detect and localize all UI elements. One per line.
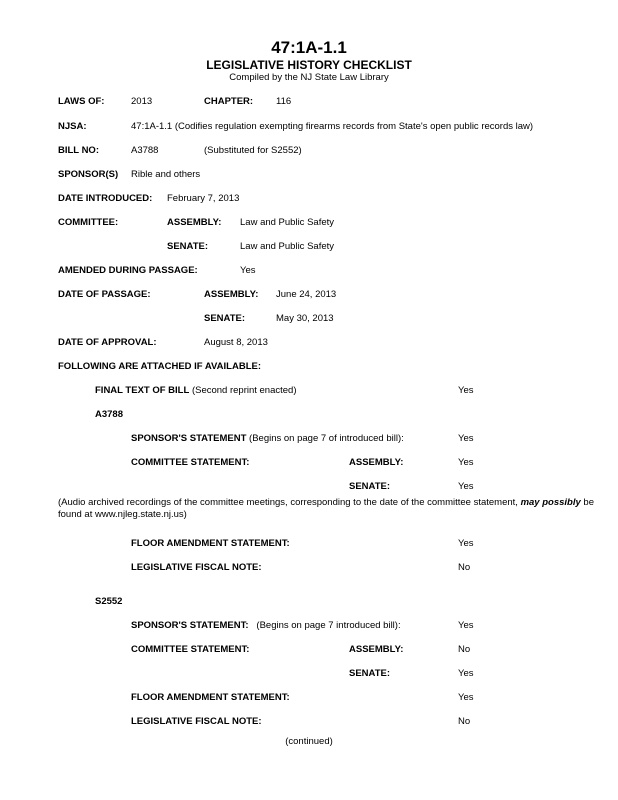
a3788-assembly-value: Yes bbox=[458, 457, 474, 468]
final-text-value: Yes bbox=[458, 385, 474, 396]
s2552-fiscal-value: No bbox=[458, 716, 471, 727]
s2552-sponsor-note: (Begins on page 7 introduced bill): bbox=[256, 620, 401, 631]
a3788-senate-label: SENATE: bbox=[349, 481, 390, 492]
a3788-senate-value: Yes bbox=[458, 481, 474, 492]
audio-note-emphasis: may possibly bbox=[520, 497, 581, 508]
a3788-sponsor-note: (Begins on page 7 of introduced bill): bbox=[249, 433, 404, 444]
s2552-sponsor-value: Yes bbox=[458, 620, 474, 631]
s2552-committee-label: COMMITTEE STATEMENT: bbox=[131, 644, 250, 655]
audio-note-after: be found at www.njleg.state.nj.us) bbox=[58, 497, 594, 520]
passage-assembly-label: ASSEMBLY: bbox=[204, 289, 259, 300]
attached-heading: FOLLOWING ARE ATTACHED IF AVAILABLE: bbox=[58, 361, 261, 372]
laws-of-value: 2013 bbox=[131, 96, 153, 107]
a3788-floor-value: Yes bbox=[458, 538, 474, 549]
a3788-sponsor-value: Yes bbox=[458, 433, 474, 444]
a3788-floor-label: FLOOR AMENDMENT STATEMENT: bbox=[131, 538, 290, 549]
njsa-label: NJSA: bbox=[58, 121, 87, 132]
final-text-label: FINAL TEXT OF BILL bbox=[95, 385, 190, 396]
a3788-sponsor-label: SPONSOR'S STATEMENT bbox=[131, 433, 247, 444]
a3788-fiscal-value: No bbox=[458, 562, 471, 573]
committee-senate-label: SENATE: bbox=[167, 241, 208, 252]
substituted-note: (Substituted for S2552) bbox=[204, 145, 302, 156]
committee-assembly-value: Law and Public Safety bbox=[240, 217, 335, 228]
a3788-fiscal-label: LEGISLATIVE FISCAL NOTE: bbox=[131, 562, 262, 573]
s2552-senate-value: Yes bbox=[458, 668, 474, 679]
compiled-by: Compiled by the NJ State Law Library bbox=[229, 72, 389, 83]
a3788-committee-label: COMMITTEE STATEMENT: bbox=[131, 457, 250, 468]
bill-no-value: A3788 bbox=[131, 145, 159, 156]
s2552-assembly-label: ASSEMBLY: bbox=[349, 644, 404, 655]
final-text-note: (Second reprint enacted) bbox=[191, 385, 297, 396]
bill-no-label: BILL NO: bbox=[58, 145, 99, 156]
committee-assembly-label: ASSEMBLY: bbox=[167, 217, 222, 228]
amended-value: Yes bbox=[240, 265, 256, 276]
page-title: LEGISLATIVE HISTORY CHECKLIST bbox=[206, 58, 412, 72]
a3788-assembly-label: ASSEMBLY: bbox=[349, 457, 404, 468]
passage-assembly-value: June 24, 2013 bbox=[276, 289, 337, 300]
s2552-sponsor-row bbox=[131, 620, 401, 632]
final-text-row bbox=[95, 385, 297, 397]
audio-note bbox=[58, 497, 603, 521]
s2552-assembly-value: No bbox=[458, 644, 471, 655]
s2552-sponsor-label: SPONSOR'S STATEMENT: bbox=[131, 620, 249, 631]
committee-label: COMMITTEE: bbox=[58, 217, 119, 228]
committee-senate-value: Law and Public Safety bbox=[240, 241, 335, 252]
s2552-senate-label: SENATE: bbox=[349, 668, 390, 679]
sponsor-value: Rible and others bbox=[131, 169, 201, 180]
continued-footer: (continued) bbox=[285, 736, 333, 747]
s2552-floor-label: FLOOR AMENDMENT STATEMENT: bbox=[131, 692, 290, 703]
statute-number: 47:1A-1.1 bbox=[271, 38, 347, 57]
chapter-label: CHAPTER: bbox=[204, 96, 254, 107]
s2552-heading: S2552 bbox=[95, 596, 123, 607]
s2552-floor-value: Yes bbox=[458, 692, 474, 703]
date-of-approval-label: DATE OF APPROVAL: bbox=[58, 337, 157, 348]
date-of-passage-label: DATE OF PASSAGE: bbox=[58, 289, 151, 300]
amended-label: AMENDED DURING PASSAGE: bbox=[58, 265, 198, 276]
audio-note-before: (Audio archived recordings of the committee meetings, corresponding to the date of the committee statement, bbox=[58, 497, 521, 508]
chapter-value: 116 bbox=[276, 96, 292, 107]
passage-senate-label: SENATE: bbox=[204, 313, 245, 324]
njsa-value: 47:1A-1.1 (Codifies regulation exempting firearms records from State's open public records law) bbox=[131, 121, 534, 132]
date-of-approval-value: August 8, 2013 bbox=[204, 337, 268, 348]
passage-senate-value: May 30, 2013 bbox=[276, 313, 334, 324]
laws-of-label: LAWS OF: bbox=[58, 96, 105, 107]
a3788-sponsor-row bbox=[131, 433, 404, 445]
s2552-fiscal-label: LEGISLATIVE FISCAL NOTE: bbox=[131, 716, 262, 727]
date-introduced-label: DATE INTRODUCED: bbox=[58, 193, 153, 204]
a3788-heading: A3788 bbox=[95, 409, 123, 420]
date-introduced-value: February 7, 2013 bbox=[167, 193, 240, 204]
sponsor-label: SPONSOR(S) bbox=[58, 169, 119, 180]
